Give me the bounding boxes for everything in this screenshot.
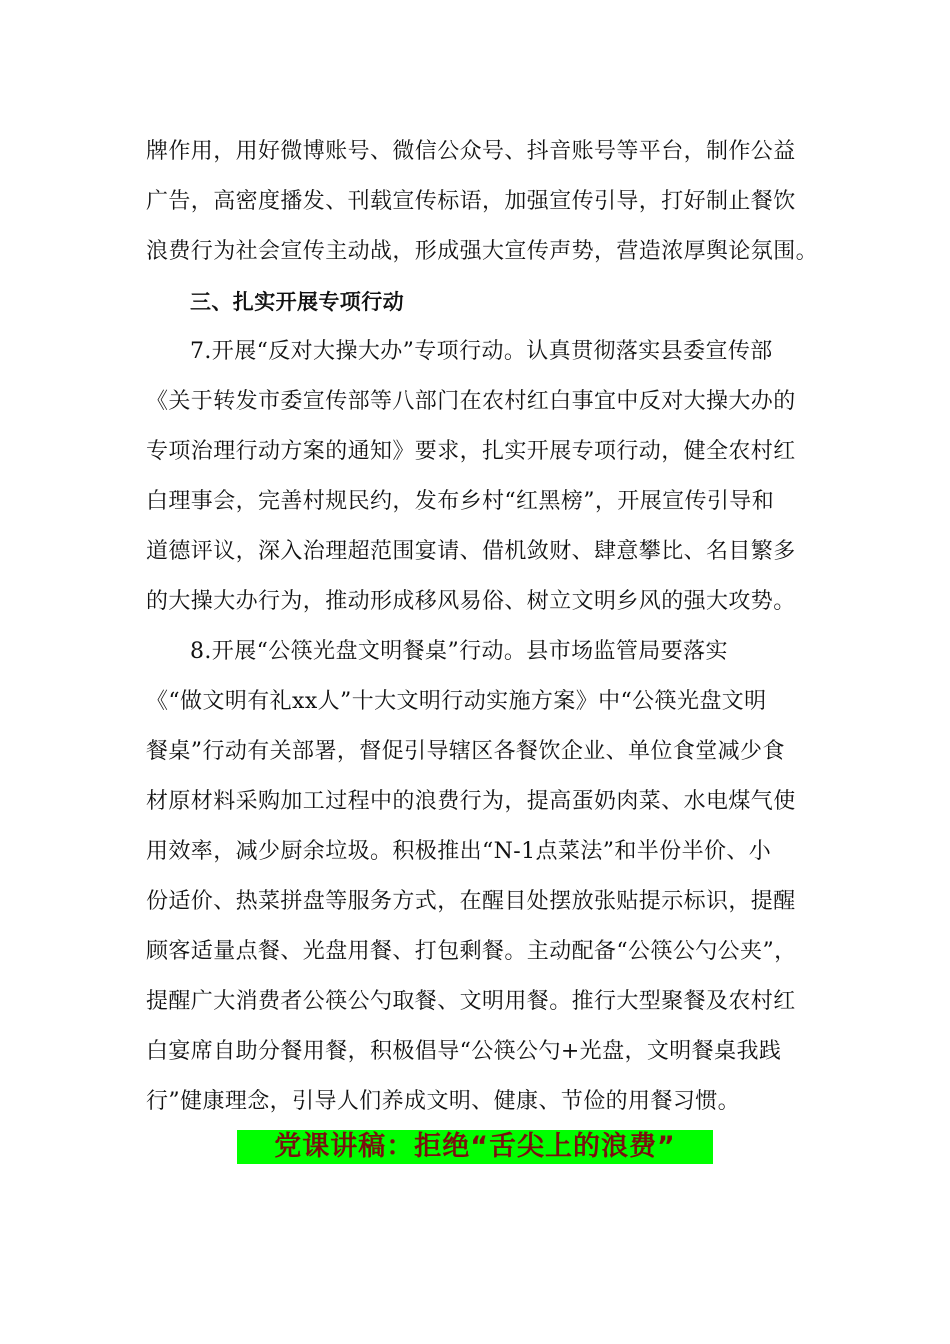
body-text-line: 牌作用，用好微博账号、微信公众号、抖音账号等平台，制作公益 xyxy=(146,139,796,164)
body-text-line: 顾客适量点餐、光盘用餐、打包剩餐。主动配备“公筷公勺公夹”， xyxy=(146,939,797,964)
body-text-line: 材原材料采购加工过程中的浪费行为，提高蛋奶肉菜、水电煤气使 xyxy=(146,789,796,814)
highlighted-title-banner: 党课讲稿：拒绝“舌尖上的浪费” xyxy=(237,1130,713,1164)
body-text-line: 白宴席自助分餐用餐，积极倡导“公筷公勺+光盘，文明餐桌我践 xyxy=(146,1039,782,1064)
body-text-line: 浪费行为社会宣传主动战，形成强大宣传声势，营造浓厚舆论氛围。 xyxy=(146,239,819,264)
body-text-line: 份适价、热菜拼盘等服务方式，在醒目处摆放张贴提示标识，提醒 xyxy=(146,889,796,914)
body-text-line: 广告，高密度播发、刊载宣传标语，加强宣传引导，打好制止餐饮 xyxy=(146,189,796,214)
body-text-line: 《“做文明有礼xx人”十大文明行动实施方案》中“公筷光盘文明 xyxy=(146,689,767,714)
paragraph-first-line: 8.开展“公筷光盘文明餐桌”行动。县市场监管局要落实 xyxy=(190,639,728,664)
body-text-line: 餐桌”行动有关部署，督促引导辖区各餐饮企业、单位食堂减少食 xyxy=(146,739,785,764)
paragraph-first-line: 7.开展“反对大操大办”专项行动。认真贯彻落实县委宣传部 xyxy=(190,339,773,364)
body-text-line: 提醒广大消费者公筷公勺取餐、文明用餐。推行大型聚餐及农村红 xyxy=(146,989,796,1014)
body-text-line: 用效率，减少厨余垃圾。积极推出“N-1点菜法”和半份半价、小 xyxy=(146,839,772,864)
body-text-line: 专项治理行动方案的通知》要求，扎实开展专项行动，健全农村红 xyxy=(146,439,796,464)
section-heading: 三、扎实开展专项行动 xyxy=(190,290,404,314)
body-text-line: 白理事会，完善村规民约，发布乡村“红黑榜”，开展宣传引导和 xyxy=(146,489,775,514)
body-text-line: 《关于转发市委宣传部等八部门在农村红白事宜中反对大操大办的 xyxy=(146,389,796,414)
body-text-line: 行”健康理念，引导人们养成文明、健康、节俭的用餐习惯。 xyxy=(146,1089,741,1114)
body-text-line: 道德评议，深入治理超范围宴请、借机敛财、肆意攀比、名目繁多 xyxy=(146,539,796,564)
body-text-line: 的大操大办行为，推动形成移风易俗、树立文明乡风的强大攻势。 xyxy=(146,589,796,614)
